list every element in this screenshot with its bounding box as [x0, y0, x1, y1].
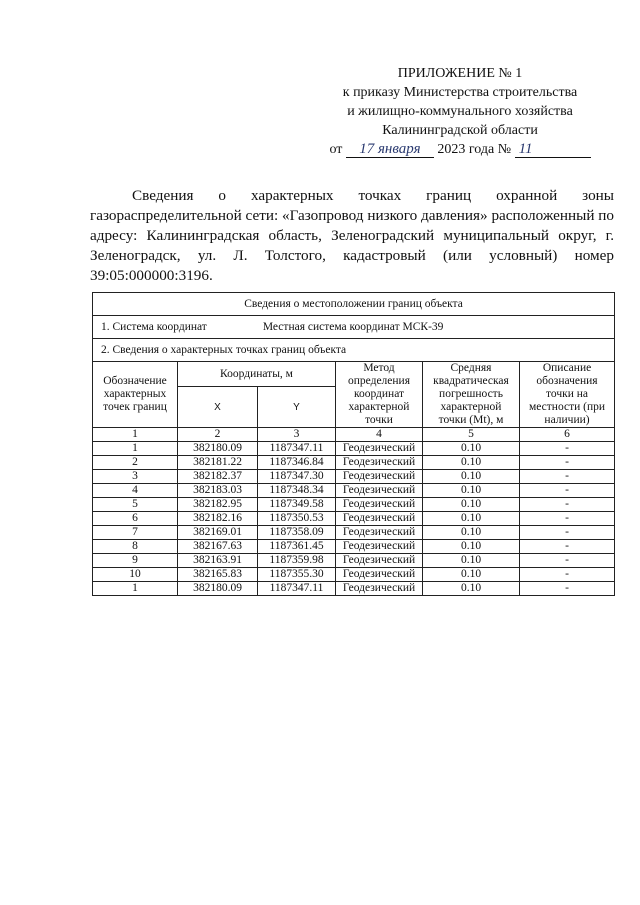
appendix-header: [300, 64, 620, 159]
point-rows: [93, 442, 615, 596]
point-id-cell: 3: [93, 470, 178, 484]
error-cell: 0.10: [423, 512, 520, 526]
table-row: [93, 456, 615, 470]
boundary-points-table: [92, 292, 615, 596]
point-id-cell: 10: [93, 568, 178, 582]
table-row: [93, 526, 615, 540]
point-id-cell: 6: [93, 512, 178, 526]
column-number: 4: [336, 428, 423, 442]
table-caption: Сведения о местоположении границ объекта: [93, 293, 615, 316]
section-points-heading: 2. Сведения о характерных точках границ объекта: [93, 339, 615, 362]
method-cell: Геодезический: [336, 456, 423, 470]
error-cell: 0.10: [423, 554, 520, 568]
column-number: 2: [178, 428, 258, 442]
error-cell: 0.10: [423, 442, 520, 456]
header-description: Описание обозначения точки на местности (при наличии): [520, 362, 615, 428]
table-row: [93, 470, 615, 484]
x-coordinate-cell: 382182.37: [178, 470, 258, 484]
handwritten-date: 17 января: [346, 142, 434, 158]
column-number: 6: [520, 428, 615, 442]
x-coordinate-cell: 382181.22: [178, 456, 258, 470]
x-coordinate-cell: 382183.03: [178, 484, 258, 498]
y-coordinate-cell: 1187348.34: [258, 484, 336, 498]
point-id-cell: 2: [93, 456, 178, 470]
x-coordinate-cell: 382167.63: [178, 540, 258, 554]
appendix-line-order: к приказу Министерства строительства: [342, 85, 578, 100]
point-id-cell: 5: [93, 498, 178, 512]
error-cell: 0.10: [423, 456, 520, 470]
point-id-cell: 8: [93, 540, 178, 554]
method-cell: Геодезический: [336, 554, 423, 568]
method-cell: Геодезический: [336, 582, 423, 596]
appendix-line-ministry: и жилищно-коммунального хозяйства: [347, 104, 573, 119]
appendix-line-region: Калининградской области: [382, 123, 538, 138]
intro-paragraph: Сведения о характерных точках границ охранной зоны газораспределительной сети: «Газопровод низкого давления» расположенный по адресу: Калининградская область, Зеленоградский муниципальный округ, г. Зеленоградск, ул. Л. Толстого, кадастровый (или условный) номер 39:05:000000:3196.: [90, 187, 614, 284]
description-cell: -: [520, 540, 615, 554]
date-prefix: от: [329, 142, 343, 157]
point-id-cell: 1: [93, 442, 178, 456]
appendix-date-line: [300, 140, 620, 159]
table-row: [93, 512, 615, 526]
header-method: Метод определения координат характерной точки: [336, 362, 423, 428]
y-coordinate-cell: 1187349.58: [258, 498, 336, 512]
table-row: [93, 568, 615, 582]
description-cell: -: [520, 512, 615, 526]
column-number: 5: [423, 428, 520, 442]
method-cell: Геодезический: [336, 470, 423, 484]
appendix-title: ПРИЛОЖЕНИЕ № 1: [397, 66, 523, 81]
header-y: Y: [258, 387, 336, 428]
error-cell: 0.10: [423, 540, 520, 554]
method-cell: Геодезический: [336, 484, 423, 498]
description-cell: -: [520, 526, 615, 540]
table-row: [93, 582, 615, 596]
y-coordinate-cell: 1187347.11: [258, 582, 336, 596]
y-coordinate-cell: 1187361.45: [258, 540, 336, 554]
table-row: [93, 442, 615, 456]
y-coordinate-cell: 1187347.30: [258, 470, 336, 484]
table-row: [93, 484, 615, 498]
x-coordinate-cell: 382165.83: [178, 568, 258, 582]
description-cell: -: [520, 554, 615, 568]
coordinate-system-label: 1. Система координат: [101, 320, 207, 333]
y-coordinate-cell: 1187350.53: [258, 512, 336, 526]
error-cell: 0.10: [423, 582, 520, 596]
header-designation: Обозначение характерных точек границ: [93, 362, 178, 428]
y-coordinate-cell: 1187346.84: [258, 456, 336, 470]
point-id-cell: 4: [93, 484, 178, 498]
coordinate-system-value: Местная система координат МСК-39: [262, 320, 444, 333]
point-id-cell: 7: [93, 526, 178, 540]
column-numbers-row: [93, 428, 615, 442]
error-cell: 0.10: [423, 484, 520, 498]
error-cell: 0.10: [423, 470, 520, 484]
column-number: 3: [258, 428, 336, 442]
method-cell: Геодезический: [336, 526, 423, 540]
table-row: [93, 554, 615, 568]
table-row: [93, 540, 615, 554]
description-cell: -: [520, 582, 615, 596]
error-cell: 0.10: [423, 498, 520, 512]
method-cell: Геодезический: [336, 498, 423, 512]
column-number: 1: [93, 428, 178, 442]
method-cell: Геодезический: [336, 442, 423, 456]
date-suffix: 2023 года №: [437, 142, 512, 157]
x-coordinate-cell: 382182.95: [178, 498, 258, 512]
x-coordinate-cell: 382163.91: [178, 554, 258, 568]
coordinate-system-row: [93, 316, 615, 339]
method-cell: Геодезический: [336, 512, 423, 526]
y-coordinate-cell: 1187358.09: [258, 526, 336, 540]
y-coordinate-cell: 1187355.30: [258, 568, 336, 582]
error-cell: 0.10: [423, 568, 520, 582]
x-coordinate-cell: 382169.01: [178, 526, 258, 540]
point-id-cell: 1: [93, 582, 178, 596]
point-id-cell: 9: [93, 554, 178, 568]
y-coordinate-cell: 1187347.11: [258, 442, 336, 456]
description-cell: -: [520, 484, 615, 498]
handwritten-order-number: 11: [515, 142, 591, 158]
description-cell: -: [520, 456, 615, 470]
x-coordinate-cell: 382182.16: [178, 512, 258, 526]
description-cell: -: [520, 442, 615, 456]
header-coordinates: Координаты, м: [178, 362, 336, 387]
x-coordinate-cell: 382180.09: [178, 582, 258, 596]
header-x: X: [178, 387, 258, 428]
error-cell: 0.10: [423, 526, 520, 540]
method-cell: Геодезический: [336, 568, 423, 582]
table-row: [93, 498, 615, 512]
description-cell: -: [520, 470, 615, 484]
description-cell: -: [520, 568, 615, 582]
method-cell: Геодезический: [336, 540, 423, 554]
x-coordinate-cell: 382180.09: [178, 442, 258, 456]
description-cell: -: [520, 498, 615, 512]
y-coordinate-cell: 1187359.98: [258, 554, 336, 568]
header-error: Средняя квадратическая погрешность характерной точки (Mt), м: [423, 362, 520, 428]
